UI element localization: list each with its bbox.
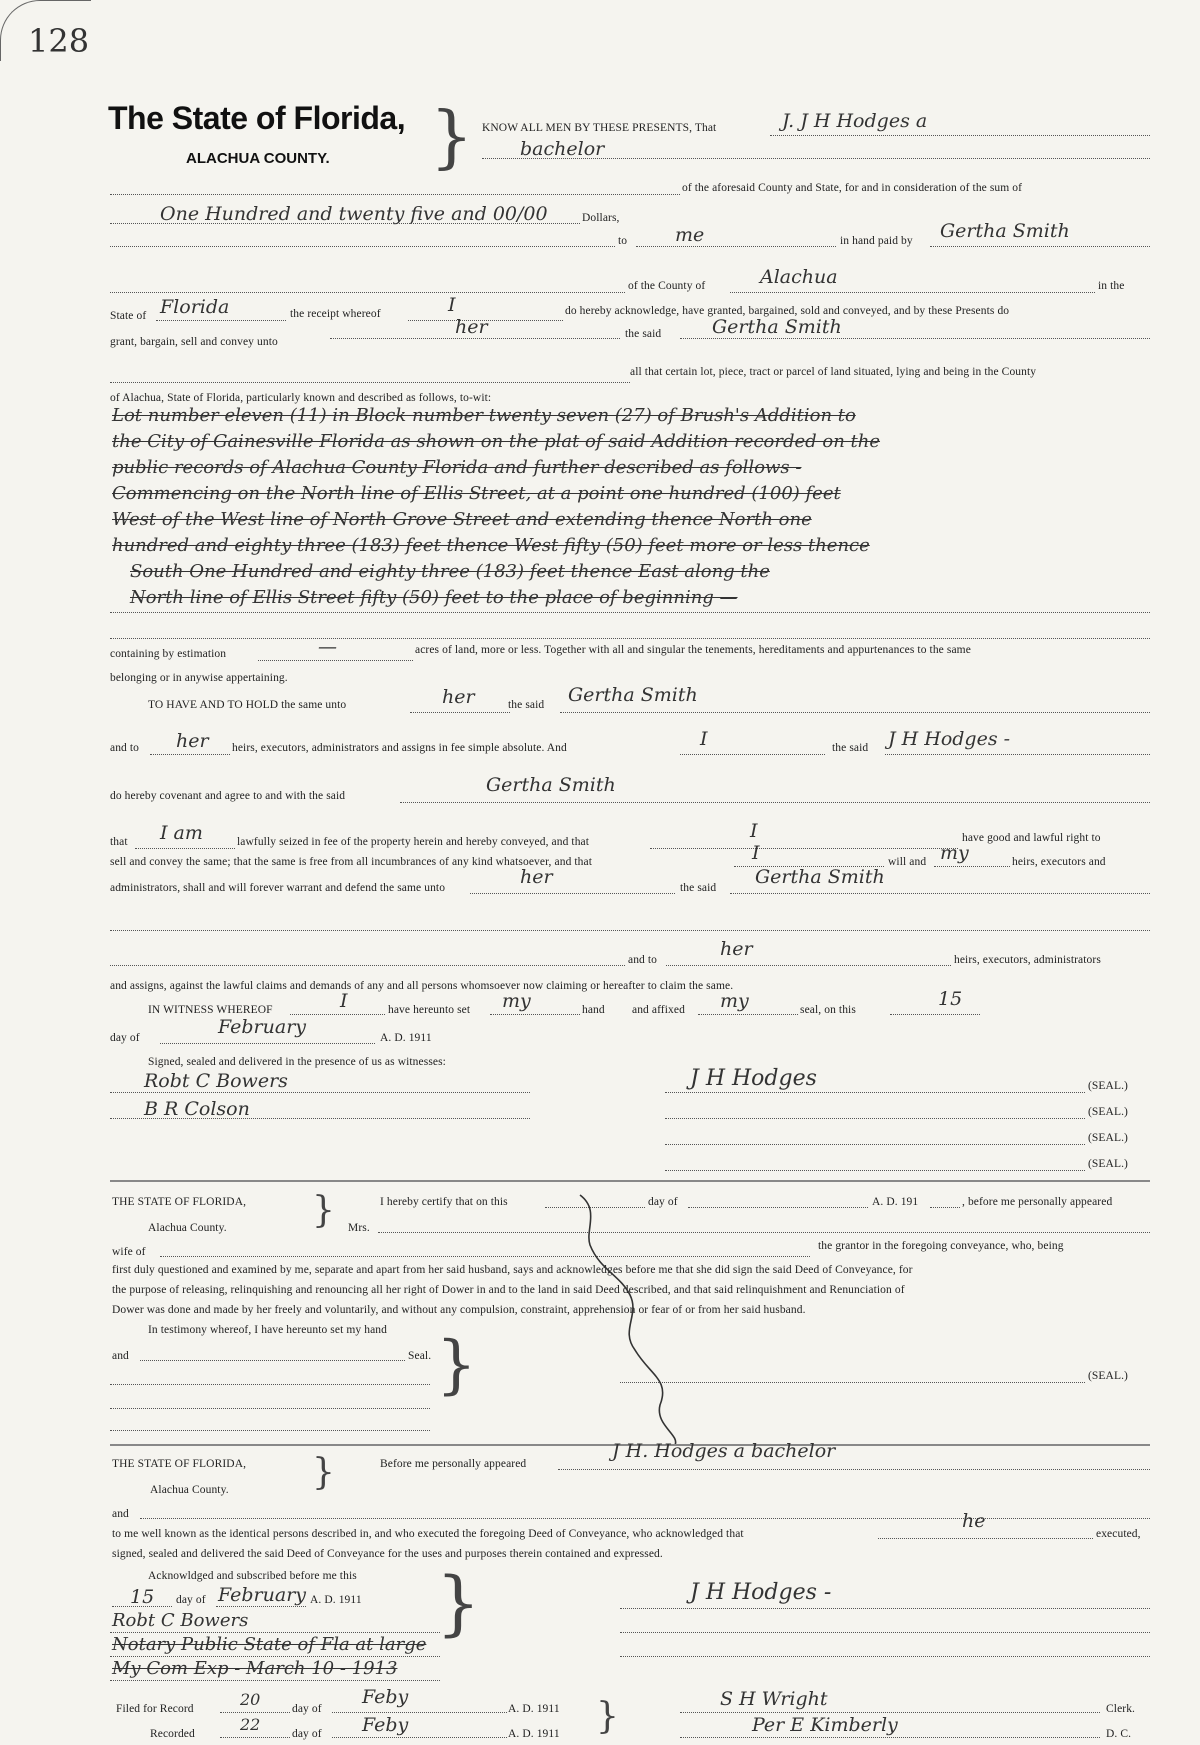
state-hw: Florida bbox=[160, 296, 230, 318]
receipt-text: the receipt whereof bbox=[290, 308, 381, 320]
clerk-text: Clerk. bbox=[1106, 1703, 1136, 1715]
sell-hw: I bbox=[752, 842, 760, 864]
filed-ad: A. D. 1911 bbox=[508, 1703, 560, 1715]
cancellation-scribble bbox=[560, 1190, 720, 1450]
to-have-text: TO HAVE AND TO HOLD the same unto bbox=[148, 699, 347, 711]
rec-day-hw: 22 bbox=[240, 1715, 261, 1734]
day-of-text: day of bbox=[110, 1032, 140, 1044]
covenant-hw: Gertha Smith bbox=[486, 774, 616, 796]
witness-line bbox=[290, 1014, 385, 1015]
dower-p3: Dower was done and made by her freely and voluntarily, and without any compulsion, constraint, apprehension or fear of or from her said husband. bbox=[112, 1304, 806, 1316]
dower-ad: A. D. 191 bbox=[872, 1196, 919, 1208]
rec-day-of: day of bbox=[292, 1728, 322, 1740]
description-line-8: North line of Ellis Street fifty (50) feet to the place of beginning — bbox=[130, 587, 738, 608]
the-said-text: the said bbox=[625, 328, 662, 340]
appeared-hw: J H. Hodges a bachelor bbox=[612, 1440, 836, 1462]
unto-line bbox=[330, 338, 620, 339]
ack-county: Alachua County. bbox=[150, 1484, 229, 1496]
dower-year-line bbox=[930, 1207, 960, 1208]
notary-underline-1 bbox=[110, 1632, 440, 1633]
description-line-6: hundred and eighty three (183) feet thence West fifty (50) feet more or less thence bbox=[112, 535, 870, 556]
to-line bbox=[636, 246, 836, 247]
acknowledge-text: do hereby acknowledge, have granted, bargained, sold and conveyed, and by these Presents do bbox=[565, 305, 1010, 317]
signed-text: Signed, sealed and delivered in the presence of us as witnesses: bbox=[148, 1056, 446, 1068]
description-line-7: South One Hundred and eighty three (183) feet thence East along the bbox=[130, 561, 770, 582]
notary-underline-3 bbox=[110, 1680, 440, 1681]
filed-month-line bbox=[332, 1712, 507, 1713]
grant-line-text: grant, bargain, sell and convey unto bbox=[110, 336, 278, 348]
and-to2-text: and to bbox=[628, 954, 658, 966]
heirs-exec-text: heirs, executors and bbox=[1012, 856, 1106, 868]
blank-line-2 bbox=[110, 246, 615, 247]
blank-line-4 bbox=[110, 382, 630, 383]
hand-hw: my bbox=[502, 990, 531, 1012]
hereunto-text: have hereunto set bbox=[388, 1004, 471, 1016]
well-known-line bbox=[878, 1538, 1093, 1539]
seized-hw: I bbox=[750, 820, 758, 842]
ack-and-line bbox=[140, 1518, 1150, 1519]
witness-text: IN WITNESS WHEREOF bbox=[148, 1004, 273, 1016]
dower-blank-1 bbox=[110, 1384, 430, 1385]
sell-convey-text: sell and convey the same; that the same is free from all incumbrances of any kind whatsoever, and that bbox=[110, 856, 593, 868]
admin-hw: her bbox=[520, 866, 553, 888]
dower-day-of: day of bbox=[648, 1196, 678, 1208]
to-have-said: the said bbox=[508, 699, 545, 711]
will-and-text: will and bbox=[888, 856, 927, 868]
paid-by-line bbox=[930, 246, 1150, 247]
sig-line-3 bbox=[665, 1144, 1085, 1145]
testimony-text: In testimony whereof, I have hereunto set my hand bbox=[148, 1324, 387, 1336]
filed-month-hw: Feby bbox=[362, 1686, 409, 1708]
signed-line-text: signed, sealed and delivered the said Deed of Conveyance for the uses and purposes therein contained and expressed. bbox=[112, 1548, 663, 1560]
ack-month-line bbox=[216, 1606, 306, 1607]
and-line bbox=[680, 754, 825, 755]
dower-county: Alachua County. bbox=[148, 1222, 227, 1234]
month-line bbox=[160, 1043, 375, 1044]
ack-day-hw: 15 bbox=[130, 1586, 155, 1608]
of-county-text: of the County of bbox=[628, 280, 706, 292]
mrs-text: Mrs. bbox=[348, 1222, 370, 1234]
affixed-text: and affixed bbox=[632, 1004, 685, 1016]
grantor2-hw: J H Hodges - bbox=[888, 728, 1011, 750]
subscribed-text: Acknowldged and subscribed before me this bbox=[148, 1570, 357, 1582]
blank-line-1 bbox=[110, 194, 680, 195]
filed-day-line bbox=[220, 1712, 290, 1713]
witness-hw: I bbox=[340, 990, 348, 1012]
state-line bbox=[156, 320, 286, 321]
county-title: ALACHUA COUNTY. bbox=[186, 150, 330, 167]
notary-line-3: My Com Exp - March 10 - 1913 bbox=[112, 1658, 398, 1679]
filed-day-hw: 20 bbox=[240, 1690, 261, 1709]
assigns-text: and assigns, against the lawful claims and demands of any and all persons whomsoever now claiming or hereafter to claim the same. bbox=[110, 980, 734, 992]
ack-ad: A. D. 1911 bbox=[310, 1594, 362, 1606]
hand-text: hand bbox=[582, 1004, 605, 1016]
grantor-in-text: the grantor in the foregoing conveyance, who, being bbox=[818, 1240, 1064, 1252]
all-that-text: all that certain lot, piece, tract or parcel of land situated, lying and being in the County bbox=[630, 366, 1037, 378]
dc-line bbox=[680, 1737, 1100, 1738]
containing-hw: — bbox=[318, 636, 337, 658]
description-line-5: West of the West line of North Grove Street and extending thence North one bbox=[112, 509, 812, 530]
blank-line-5 bbox=[110, 930, 1150, 931]
clerk-line bbox=[680, 1712, 1100, 1713]
ack-brace: } bbox=[312, 1452, 335, 1493]
said-label-text: the said bbox=[832, 742, 869, 754]
dower-seal-brace: } bbox=[436, 1328, 477, 1402]
amount-line bbox=[110, 223, 580, 224]
heirs-line-text: heirs, executors, administrators and assigns in fee simple absolute. And bbox=[232, 742, 567, 754]
acres-text: acres of land, more or less. Together with all and singular the tenements, hereditaments and appurtenances to the same bbox=[415, 644, 971, 656]
witness2-line bbox=[110, 1118, 530, 1119]
notary-line-2: Notary Public State of Fla at large bbox=[112, 1634, 427, 1655]
and-to-line bbox=[150, 754, 230, 755]
description-line-1: Lot number eleven (11) in Block number twenty seven (27) of Brush's Addition to bbox=[112, 405, 856, 426]
that-hw: I am bbox=[160, 822, 203, 844]
dower-blank-2 bbox=[110, 1408, 430, 1409]
sig-line-4 bbox=[665, 1170, 1085, 1171]
clerk-hw: S H Wright bbox=[720, 1688, 828, 1710]
blank-line-3 bbox=[110, 292, 625, 293]
to-have-name-line bbox=[560, 712, 1150, 713]
filed-text: Filed for Record bbox=[116, 1703, 194, 1715]
ack-day-of: day of bbox=[176, 1594, 206, 1606]
dower-before-me: , before me personally appeared bbox=[962, 1196, 1113, 1208]
unto-hw: her bbox=[455, 316, 488, 338]
state-of-text: State of bbox=[110, 310, 147, 322]
rec-day-line bbox=[220, 1737, 290, 1738]
blank-line-6 bbox=[110, 965, 625, 966]
grantor-line bbox=[770, 135, 1150, 136]
appeared-line bbox=[558, 1469, 1150, 1470]
desc-blank-2 bbox=[110, 638, 1150, 639]
ack-before-me: Before me personally appeared bbox=[380, 1458, 527, 1470]
ack-day-line bbox=[112, 1606, 172, 1607]
witness1-hw: Robt C Bowers bbox=[144, 1070, 288, 1092]
recorded-text: Recorded bbox=[150, 1728, 195, 1740]
covenant-line bbox=[400, 802, 1150, 803]
seal-on-text: seal, on this bbox=[800, 1004, 856, 1016]
dower-and-line bbox=[140, 1360, 405, 1361]
paid-by-text: in hand paid by bbox=[840, 235, 913, 247]
seal-label-1: (SEAL.) bbox=[1088, 1080, 1128, 1092]
to-have-hw: her bbox=[442, 686, 475, 708]
notary-line-1: Robt C Bowers bbox=[112, 1610, 249, 1631]
seal-line bbox=[698, 1014, 798, 1015]
day-line bbox=[890, 1014, 980, 1015]
header-brace: } bbox=[430, 98, 474, 177]
filing-brace: } bbox=[596, 1696, 619, 1737]
seal-hw: my bbox=[720, 990, 749, 1012]
containing-text: containing by estimation bbox=[110, 648, 227, 660]
witness1-line bbox=[110, 1092, 530, 1093]
mrs-line bbox=[378, 1232, 1150, 1233]
county-line bbox=[730, 292, 1095, 293]
grantor-signature: J H Hodges bbox=[690, 1066, 817, 1091]
sig-line-2 bbox=[665, 1118, 1085, 1119]
dollars-text: Dollars, bbox=[582, 212, 620, 224]
receipt-hw: I bbox=[448, 294, 456, 316]
admin-name-hw: Gertha Smith bbox=[755, 866, 885, 888]
ack-signature: J H Hodges - bbox=[690, 1580, 832, 1605]
said-line bbox=[680, 338, 1150, 339]
description-line-3: public records of Alachua County Florida and further described as follows - bbox=[112, 457, 802, 478]
filed-day-of: day of bbox=[292, 1703, 322, 1715]
admin-line-text: administrators, shall and will forever warrant and defend the same unto bbox=[110, 882, 446, 894]
of-alachua-text: of Alachua, State of Florida, particularly known and described as follows, to-wit: bbox=[110, 392, 492, 404]
will-line bbox=[934, 866, 1010, 867]
executed-text: executed, bbox=[1096, 1528, 1141, 1540]
ack-sig-line-2 bbox=[620, 1632, 1150, 1633]
wife-of-text: wife of bbox=[112, 1246, 146, 1258]
page-number: 128 bbox=[28, 22, 90, 60]
dower-seal-text: Seal. bbox=[408, 1350, 432, 1362]
seal-label-2: (SEAL.) bbox=[1088, 1106, 1128, 1118]
dower-state: THE STATE OF FLORIDA, bbox=[112, 1196, 247, 1208]
grantor-hw: J. J H Hodges a bbox=[782, 110, 928, 132]
grantee-hw: Gertha Smith bbox=[940, 220, 1070, 242]
hand-line bbox=[490, 1014, 580, 1015]
and-to2-hw: her bbox=[720, 938, 753, 960]
seal-label-3: (SEAL.) bbox=[1088, 1132, 1128, 1144]
dower-and: and bbox=[112, 1350, 129, 1362]
rec-ad: A. D. 1911 bbox=[508, 1728, 560, 1740]
ack-and: and bbox=[112, 1508, 129, 1520]
and-to2-line bbox=[666, 965, 951, 966]
grantor2-line bbox=[885, 754, 1150, 755]
dower-blank-3 bbox=[110, 1430, 430, 1431]
good-right-text: have good and lawful right to bbox=[962, 832, 1101, 844]
seal-label-4: (SEAL.) bbox=[1088, 1158, 1128, 1170]
know-all-text: KNOW ALL MEN BY THESE PRESENTS, That bbox=[482, 122, 717, 134]
ack-month-hw: February bbox=[218, 1584, 307, 1606]
dower-p2: the purpose of releasing, relinquishing and renouncing all her right of Dower in and to the land in said Deed described, and that said relinquishment and Renunciation of bbox=[112, 1284, 905, 1296]
state-title: The State of Florida, bbox=[108, 100, 406, 136]
amount-hw: One Hundred and twenty five and 00/00 bbox=[160, 203, 548, 225]
seized-text: lawfully seized in fee of the property herein and hereby conveyed, and that bbox=[237, 836, 590, 848]
dower-seal-label: (SEAL.) bbox=[1088, 1370, 1128, 1382]
and-hw: I bbox=[700, 728, 708, 750]
witness2-hw: B R Colson bbox=[144, 1098, 250, 1120]
rec-month-hw: Feby bbox=[362, 1714, 409, 1736]
seized-line bbox=[650, 848, 958, 849]
aforesaid-text: of the aforesaid County and State, for and in consideration of the sum of bbox=[682, 182, 1023, 194]
county-hw: Alachua bbox=[760, 266, 838, 288]
day-hw: 15 bbox=[938, 988, 963, 1010]
and-to-hw: her bbox=[176, 730, 209, 752]
covenant-text: do hereby covenant and agree to and with the said bbox=[110, 790, 346, 802]
notary-underline-2 bbox=[110, 1656, 440, 1657]
desc-blank-1 bbox=[110, 612, 1150, 613]
said-hw: Gertha Smith bbox=[712, 316, 842, 338]
admin-name-line bbox=[730, 893, 1150, 894]
section-rule-1 bbox=[110, 1180, 1150, 1182]
to-hw: me bbox=[675, 224, 705, 246]
well-known-text: to me well known as the identical persons described in, and who executed the foregoing Deed of Conveyance, who acknowledged that bbox=[112, 1528, 744, 1540]
dower-p1: first duly questioned and examined by me, separate and apart from her said husband, says and acknowledges before me that she did sign the said Deed of Conveyance, for bbox=[112, 1264, 913, 1276]
ack-sign-brace: } bbox=[436, 1562, 481, 1644]
grantor-hw2: bachelor bbox=[520, 138, 605, 160]
sig-line-1 bbox=[665, 1092, 1085, 1093]
belonging-text: belonging or in anywise appertaining. bbox=[110, 672, 288, 684]
to-text: to bbox=[618, 235, 628, 247]
ad-text: A. D. 1911 bbox=[380, 1032, 432, 1044]
ack-state: THE STATE OF FLORIDA, bbox=[112, 1458, 247, 1470]
and-to-text: and to bbox=[110, 742, 140, 754]
certify-text: I hereby certify that on this bbox=[380, 1196, 508, 1208]
month-hw: February bbox=[218, 1016, 307, 1038]
description-line-2: the City of Gainesville Florida as shown on the plat of said Addition recorded on the bbox=[112, 431, 881, 452]
that-line bbox=[135, 848, 235, 849]
description-line-4: Commencing on the North line of Ellis Street, at a point one hundred (100) feet bbox=[112, 483, 841, 504]
ack-sig-line-3 bbox=[620, 1656, 1150, 1657]
well-known-hw: he bbox=[962, 1510, 986, 1532]
dc-text: D. C. bbox=[1106, 1728, 1132, 1740]
that-text: that bbox=[110, 836, 128, 848]
dc-hw: Per E Kimberly bbox=[752, 1714, 898, 1736]
admin-line bbox=[470, 893, 675, 894]
heirs-exec2-text: heirs, executors, administrators bbox=[954, 954, 1101, 966]
rec-month-line bbox=[332, 1737, 507, 1738]
to-have-name-hw: Gertha Smith bbox=[568, 684, 698, 706]
containing-line bbox=[258, 660, 413, 661]
will-hw: my bbox=[940, 842, 969, 864]
admin-said-text: the said bbox=[680, 882, 717, 894]
to-have-line bbox=[410, 712, 510, 713]
in-the-text: in the bbox=[1098, 280, 1125, 292]
dower-brace: } bbox=[312, 1190, 335, 1231]
ack-sig-line-1 bbox=[620, 1608, 1150, 1609]
